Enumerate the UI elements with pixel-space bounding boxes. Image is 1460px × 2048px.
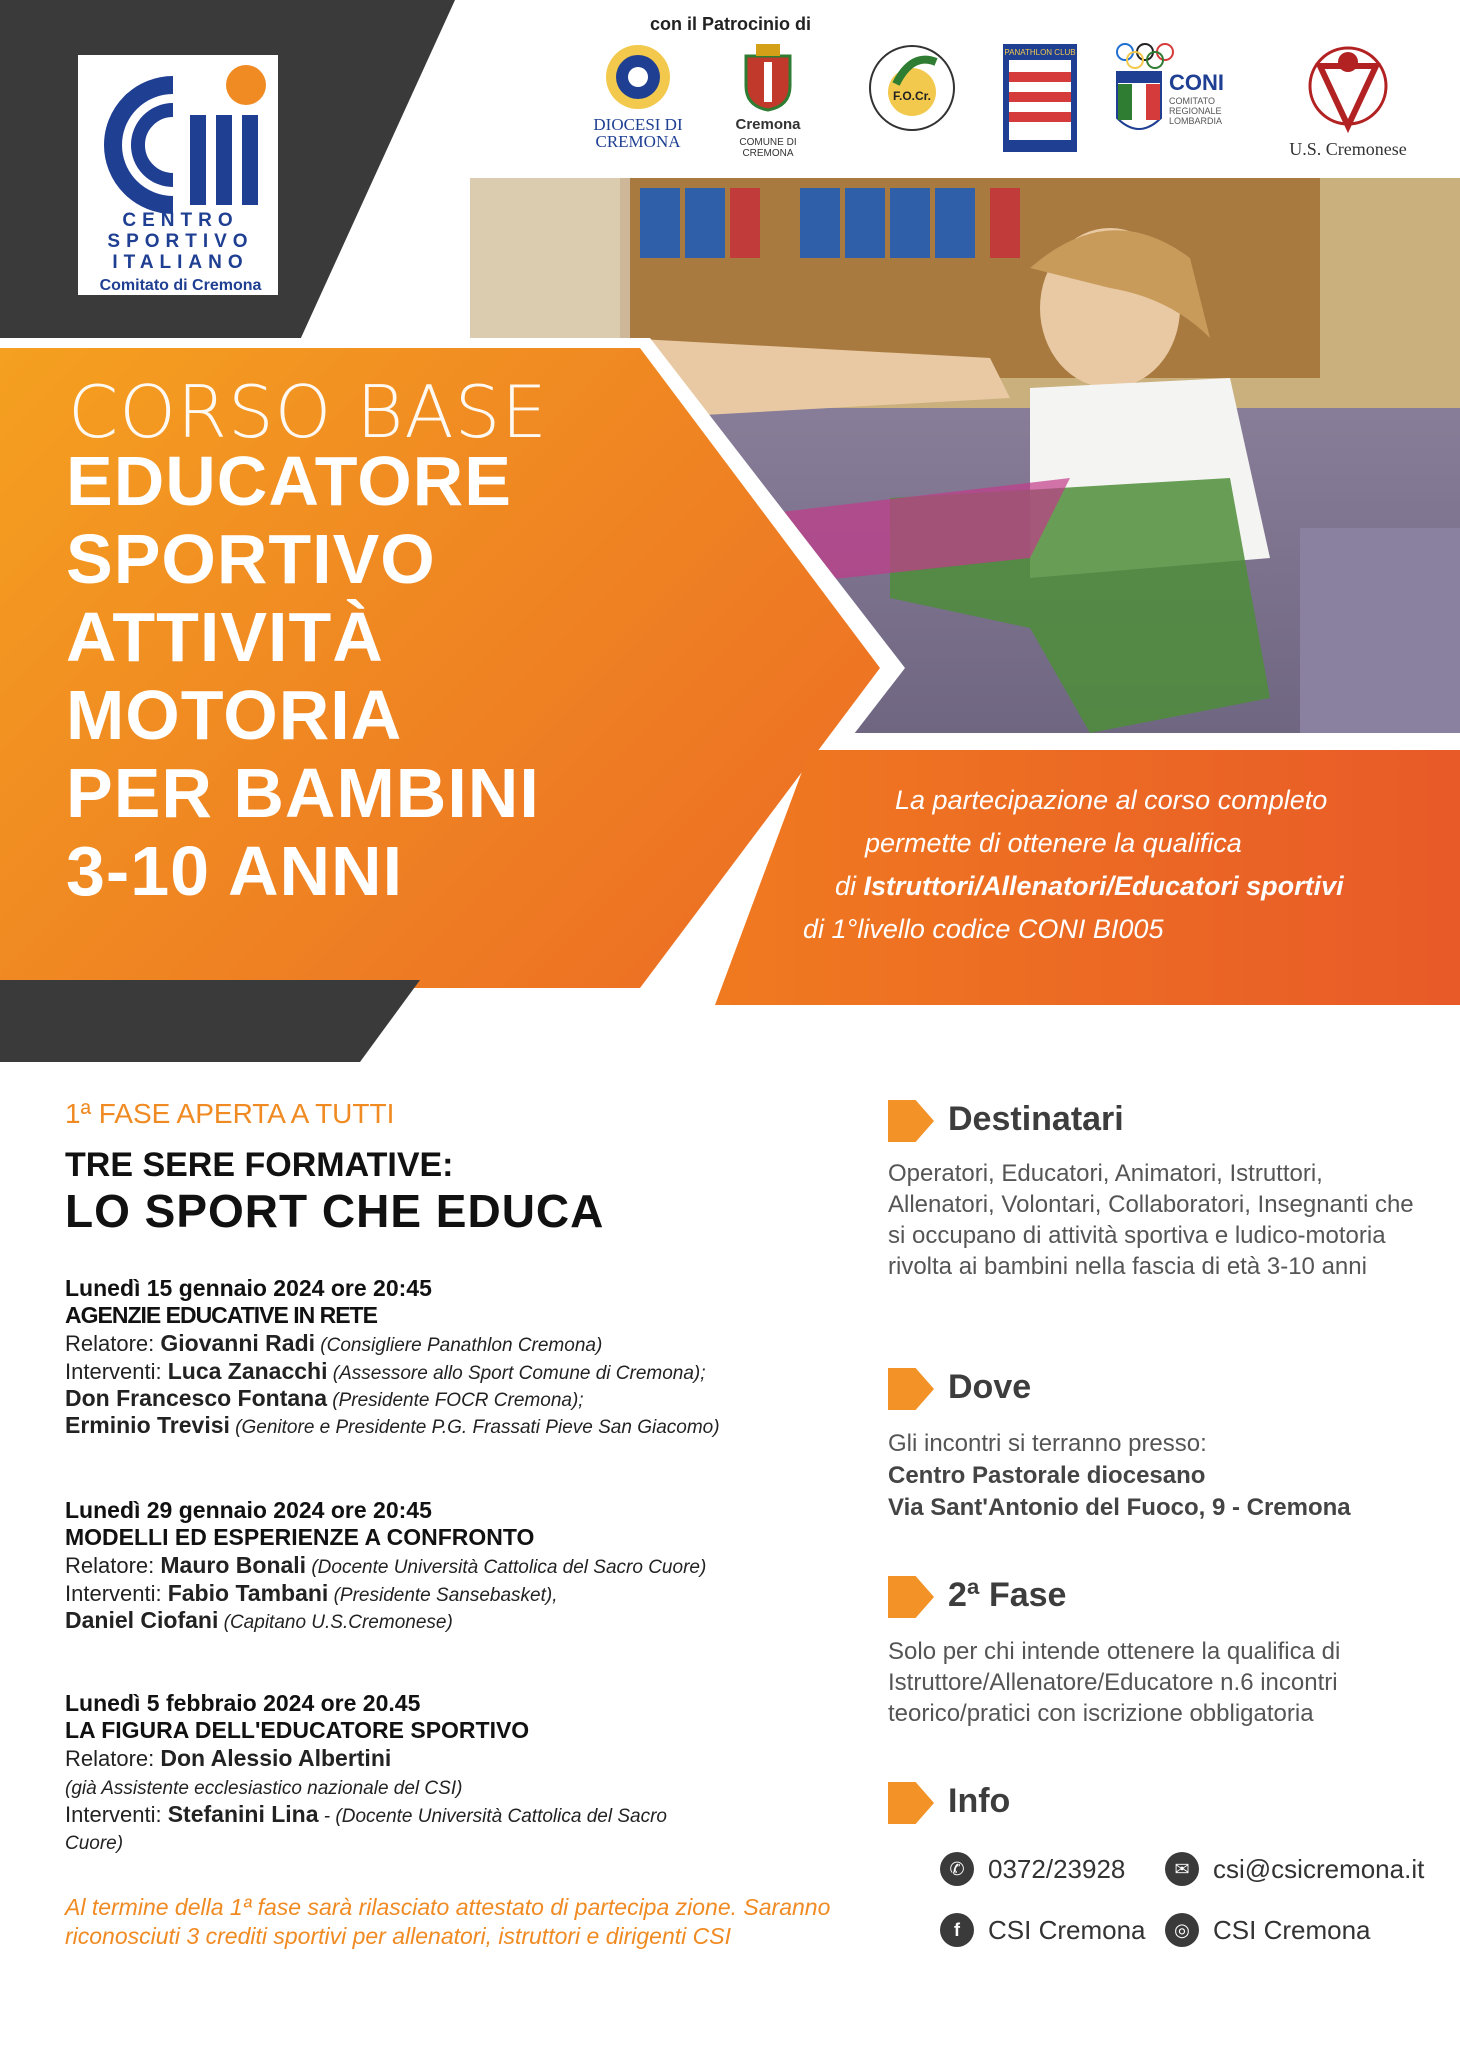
course-type: CORSO BASE — [68, 370, 548, 454]
cremonese-logo — [1268, 42, 1428, 167]
qualifica-line-1: La partecipazione al corso completo — [895, 785, 1328, 815]
patrocinio-label: con il Patrocinio di — [650, 14, 812, 34]
event-2-title: MODELLI ED ESPERIENZE A CONFRONTO — [65, 1524, 535, 1550]
event-3-title: LA FIGURA DELL'EDUCATORE SPORTIVO — [65, 1717, 530, 1743]
dove-address: Via Sant'Antonio del Fuoco, 9 - Cremona — [888, 1494, 1351, 1521]
interventi-label: Interventi: — [65, 1359, 168, 1384]
diocesi-caption: DIOCESI DI CREMONA — [593, 115, 683, 151]
title-line-4: MOTORIA — [66, 676, 403, 754]
logo-line1: CENTRO — [122, 210, 239, 231]
panathlon-logo — [995, 42, 1085, 167]
coni-sub: COMITATO REGIONALE LOMBARDIA — [1169, 96, 1223, 126]
qualifica-line-2: permette di ottenere la qualifica — [865, 828, 1242, 858]
intervento-note: (Presidente Sansebasket), — [328, 1585, 558, 1606]
destinatari-title: Destinatari — [948, 1100, 1124, 1138]
instagram-contact[interactable] — [1165, 1913, 1371, 1947]
relatore-note: (già Assistente ecclesiastico nazionale del CSI) — [65, 1778, 463, 1799]
logo-sub: Comitato di Cremona — [99, 277, 262, 294]
info-title: Info — [948, 1782, 1011, 1820]
coni-flag-icon — [1115, 70, 1163, 140]
intervento-note: Cuore) — [65, 1833, 124, 1854]
title-line-2: SPORTIVO — [66, 520, 436, 598]
destinatari-arrow-icon — [888, 1100, 934, 1142]
intervento-name: Stefanini Lina — [167, 1801, 319, 1827]
intervento-name: Fabio Tambani — [167, 1580, 329, 1606]
intervento-note: (Capitano U.S.Cremonese) — [218, 1612, 453, 1633]
relatore-name: Don Alessio Albertini — [160, 1745, 392, 1771]
event-2-relatore — [65, 1552, 706, 1579]
facebook-handle: CSI Cremona — [988, 1914, 1146, 1945]
relatore-label: Relatore: — [65, 1331, 161, 1356]
phone-icon: ✆ — [940, 1852, 974, 1886]
dove-place: Centro Pastorale diocesano — [888, 1462, 1206, 1489]
event-3-relatore-note — [65, 1774, 462, 1800]
program-title: LO SPORT CHE EDUCA — [65, 1185, 605, 1237]
event-1-date: Lunedì 15 gennaio 2024 ore 20:45 — [65, 1275, 432, 1301]
intervento-name: Erminio Trevisi — [65, 1412, 230, 1438]
comune-caption: Cremona — [735, 116, 801, 133]
panathlon-shield-icon — [1001, 42, 1079, 157]
intervento-note: (Presidente FOCR Cremona); — [326, 1390, 584, 1411]
event-3-intervento-1-cont — [65, 1829, 123, 1855]
dark-accent-band — [0, 980, 420, 1062]
dove-intro: Gli incontri si terranno presso: — [888, 1430, 1207, 1457]
title-line-6: 3-10 ANNI — [66, 832, 404, 910]
cremonese-caption: U.S. Cremonese — [1289, 139, 1407, 159]
email-contact[interactable] — [1165, 1852, 1424, 1886]
fase1-label: 1ª FASE APERTA A TUTTI — [65, 1098, 395, 1129]
phone-contact[interactable] — [940, 1852, 1125, 1886]
program-subtitle: TRE SERE FORMATIVE: — [65, 1146, 454, 1184]
interventi-label: Interventi: — [65, 1581, 168, 1606]
interventi-label: Interventi: — [65, 1802, 168, 1827]
event-2-intervento-1 — [65, 1580, 558, 1607]
title-line-5: PER BAMBINI — [66, 754, 540, 832]
event-3-relatore — [65, 1745, 391, 1772]
relatore-label: Relatore: — [65, 1553, 161, 1578]
instagram-icon: ◎ — [1165, 1913, 1199, 1947]
event-1-intervento-2 — [65, 1385, 584, 1412]
relatore-note: (Consigliere Panathlon Cremona) — [315, 1335, 603, 1356]
event-3-date: Lunedì 5 febbraio 2024 ore 20.45 — [65, 1690, 421, 1716]
cremonese-crest-icon — [1308, 42, 1388, 137]
event-1-title: AGENZIE EDUCATIVE IN RETE — [65, 1302, 377, 1328]
event-3-intervento-1 — [65, 1801, 667, 1828]
email-address: csi@csicremona.it — [1213, 1853, 1425, 1884]
fase2-text: Solo per chi intende ottenere la qualifica di Istruttore/Allenatore/Educatore n.6 incontri teorico/pratici con iscrizione obbligatoria — [888, 1638, 1341, 1727]
intervento-note: - (Docente Università Cattolica del Sacro — [318, 1806, 667, 1827]
qualifica-line-3-prefix: di — [835, 871, 864, 901]
email-icon: ✉ — [1165, 1852, 1199, 1886]
facebook-contact[interactable] — [940, 1913, 1146, 1947]
destinatari-text: Operatori, Educatori, Animatori, Istruttori, Allenatori, Volontari, Collaboratori, Insegnanti che si occupano di attività sportiva e ludico-motoria rivolta ai bambini nella fascia di età 3-10 anni — [888, 1160, 1414, 1280]
coni-logo — [1115, 42, 1255, 167]
event-1-relatore — [65, 1330, 602, 1357]
intervento-note: (Genitore e Presidente P.G. Frassati Pieve San Giacomo) — [229, 1417, 720, 1438]
event-1-intervento-1 — [65, 1358, 706, 1385]
diocesi-emblem-icon — [603, 42, 673, 112]
event-1-intervento-3 — [65, 1412, 720, 1439]
logo-line2: SPORTIVO — [107, 231, 254, 252]
info-arrow-icon — [888, 1782, 934, 1824]
fase2-title: 2ª Fase — [948, 1576, 1067, 1614]
qualifica-line-4: di 1°livello codice CONI BI005 — [803, 914, 1164, 944]
title-line-1: EDUCATORE — [66, 442, 512, 520]
olympic-rings-icon — [1115, 42, 1175, 70]
intervento-name: Luca Zanacchi — [167, 1358, 328, 1384]
logo-line3: ITALIANO — [112, 252, 249, 273]
focr-logo — [862, 42, 962, 167]
panathlon-caption: PANATHLON CLUB — [1004, 48, 1076, 57]
relatore-name: Giovanni Radi — [160, 1330, 316, 1356]
coni-caption: CONI — [1169, 70, 1224, 95]
intervento-note: (Assessore allo Sport Comune di Cremona); — [327, 1363, 706, 1384]
fase2-arrow-icon — [888, 1576, 934, 1618]
diocesi-logo — [578, 42, 698, 167]
attestato-note: Al termine della 1ª fase sarà rilasciato attestato di partecipa zione. Saranno riconosciuti 3 crediti sportivi per allenatori, istruttori e dirigenti CSI — [65, 1894, 831, 1949]
focr-emblem-icon — [866, 42, 958, 134]
qualifica-line-3 — [835, 871, 1344, 902]
relatore-label: Relatore: — [65, 1746, 161, 1771]
csi-logo — [78, 55, 278, 295]
event-2-intervento-2 — [65, 1607, 453, 1634]
dove-title: Dove — [948, 1368, 1032, 1406]
qualifica-roles: Istruttori/Allenatori/Educatori sportivi — [863, 871, 1344, 901]
intervento-name: Daniel Ciofani — [65, 1607, 219, 1633]
intervento-name: Don Francesco Fontana — [65, 1385, 327, 1411]
dove-arrow-icon — [888, 1368, 934, 1410]
comune-sub: COMUNE DI CREMONA — [739, 137, 797, 159]
relatore-name: Mauro Bonali — [160, 1552, 307, 1578]
facebook-icon: f — [940, 1913, 974, 1947]
comune-crest-icon — [742, 42, 794, 112]
phone-number: 0372/23928 — [988, 1853, 1126, 1884]
comune-logo — [718, 42, 818, 167]
instagram-handle: CSI Cremona — [1213, 1914, 1371, 1945]
title-line-3: ATTIVITÀ — [66, 598, 384, 676]
relatore-note: (Docente Università Cattolica del Sacro Cuore) — [306, 1557, 707, 1578]
focr-caption: F.O.Cr. — [892, 89, 932, 103]
event-2-date: Lunedì 29 gennaio 2024 ore 20:45 — [65, 1497, 432, 1523]
